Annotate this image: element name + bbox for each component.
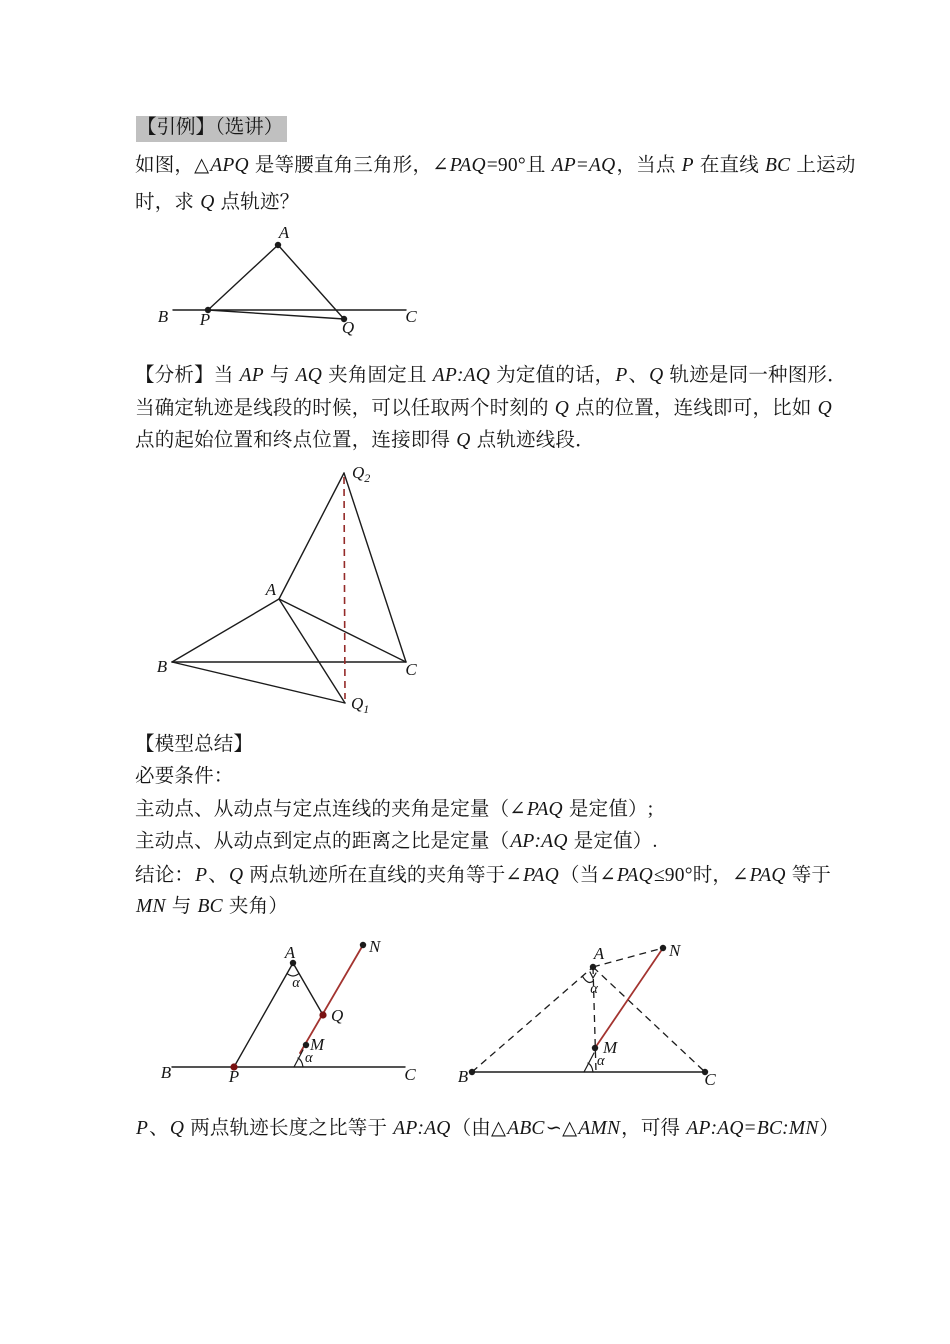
- point-b-dot: [469, 1069, 475, 1075]
- label-p: P: [199, 310, 211, 329]
- label-b: B: [457, 1067, 469, 1086]
- label-n: N: [369, 937, 381, 956]
- point-n-dot: [360, 942, 366, 948]
- model-summary-title: 【模型总结】: [135, 734, 254, 755]
- label-q: Q: [341, 318, 355, 337]
- point-a-dot: [590, 964, 596, 970]
- figure-3-lines: [172, 945, 405, 1067]
- label-c: C: [404, 1065, 416, 1084]
- conclusion-line-2: MN 与 BC 夹角）: [136, 896, 289, 917]
- label-q: Q: [331, 1006, 344, 1025]
- figure-alpha-solid: [155, 932, 425, 1087]
- line-a-b: [172, 599, 279, 662]
- label-p: P: [228, 1067, 240, 1086]
- line-a-c: [279, 599, 406, 662]
- figure-apq-on-bc: [140, 222, 430, 342]
- analysis-line-3: 点的起始位置和终点位置，连接即得 Q 点轨迹线段．: [135, 430, 595, 451]
- figure-q1-q2-trajectory: [145, 460, 435, 718]
- line-q2-a: [279, 473, 344, 599]
- analysis-line-1: 【分析】当 AP 与 AQ 夹角固定且 AP:AQ 为定值的话，P、Q 轨迹是同一种图形．: [135, 365, 847, 386]
- figure-2-lines: [172, 473, 406, 703]
- point-m-dot: [592, 1045, 598, 1051]
- line-pq: [208, 310, 344, 319]
- angle-arc-base: [588, 1063, 593, 1072]
- label-b: B: [160, 1063, 172, 1082]
- figure-4-points: [469, 945, 708, 1075]
- label-m: M: [310, 1035, 325, 1054]
- conclusion-line-1: 结论：P、Q 两点轨迹所在直线的夹角等于∠PAQ（当∠PAQ≤90°时，∠PAQ 等于: [135, 865, 832, 886]
- point-a-dot: [275, 242, 281, 248]
- condition-line-1: 主动点、从动点与定点连线的夹角是定量（∠PAQ 是定值）;: [135, 799, 654, 820]
- label-alpha-vertex: α: [292, 975, 300, 991]
- line-b-q1: [172, 662, 345, 703]
- figure-1-labels: [158, 223, 418, 337]
- point-q-dot: [319, 1011, 326, 1018]
- line-aq: [278, 245, 344, 319]
- line-pa: [234, 963, 293, 1067]
- label-alpha-base: α: [597, 1053, 605, 1069]
- label-a: A: [278, 223, 290, 242]
- intro-line-1: 如图，△APQ 是等腰直角三角形，∠PAQ=90°且 AP=AQ，当点 P 在直线 BC 上运动: [135, 155, 856, 176]
- dashed-line-q2-q1: [344, 477, 345, 699]
- red-line-mn: [595, 948, 663, 1048]
- figure-alpha-dashed: [450, 932, 760, 1090]
- label-n: N: [669, 941, 681, 960]
- angle-arc-base: [298, 1058, 303, 1067]
- final-note-line: P、Q 两点轨迹长度之比等于 AP:AQ（由△ABC∽△AMN，可得 AP:AQ=BC:MN）: [136, 1118, 840, 1139]
- analysis-line-2: 当确定轨迹是线段的时候，可以任取两个时刻的 Q 点的位置，连线即可，比如 Q: [135, 398, 832, 419]
- label-q2: $Q_2$: [352, 463, 371, 485]
- section-header: 【引例】（选讲）: [136, 116, 287, 142]
- label-c: C: [405, 307, 417, 326]
- label-a: A: [284, 943, 296, 962]
- figure-2-labels: [157, 463, 418, 716]
- line-q2-c: [344, 473, 406, 662]
- label-b: B: [157, 307, 169, 326]
- label-a: A: [593, 944, 605, 963]
- point-m-dot: [303, 1042, 309, 1048]
- dashed-line-ba: [472, 967, 593, 1072]
- figure-3-points: [230, 942, 366, 1071]
- line-pa: [208, 245, 278, 310]
- label-c: C: [704, 1070, 716, 1089]
- intro-line-2: 时，求 Q 点轨迹？: [135, 192, 300, 213]
- label-c: C: [405, 660, 417, 679]
- label-q1: $Q_1$: [351, 694, 370, 716]
- label-alpha-vertex: α: [590, 981, 598, 997]
- figure-4-lines: [472, 948, 705, 1072]
- point-n-dot: [660, 945, 666, 951]
- label-m: M: [603, 1038, 618, 1057]
- figure-3-labels: [161, 937, 417, 1086]
- label-alpha-base: α: [305, 1050, 313, 1066]
- label-a: A: [265, 580, 276, 599]
- necessary-conditions-label: 必要条件：: [135, 766, 234, 787]
- condition-line-2: 主动点、从动点到定点的距离之比是定量（AP:AQ 是定值）.: [135, 831, 658, 852]
- label-b: B: [156, 657, 168, 676]
